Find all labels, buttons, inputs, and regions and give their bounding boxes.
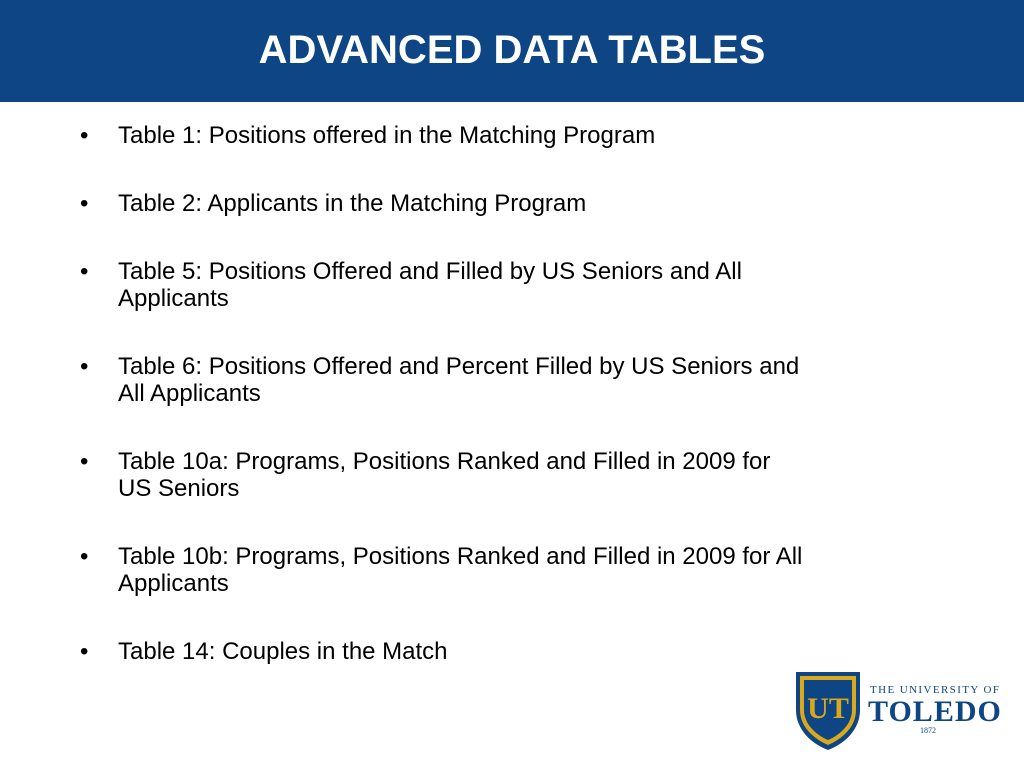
bullet-item — [80, 353, 960, 407]
logo-year: 1872 — [920, 726, 936, 735]
bullet-text-continued: Applicants — [118, 570, 229, 597]
bullet-text: Table 14: Couples in the Match — [118, 638, 448, 665]
bullet-dot: • — [80, 190, 89, 217]
university-logo — [792, 666, 1008, 752]
bullet-text-continued: Applicants — [118, 285, 229, 312]
bullet-dot: • — [80, 543, 89, 570]
bullet-dot: • — [80, 122, 89, 149]
bullet-text-continued: US Seniors — [118, 475, 240, 502]
bullet-item — [80, 258, 960, 312]
bullet-item — [80, 448, 960, 502]
bullet-text: Table 2: Applicants in the Matching Program — [118, 190, 587, 217]
slide-title: ADVANCED DATA TABLES — [258, 28, 766, 72]
bullet-dot: • — [80, 258, 89, 285]
bullet-dot: • — [80, 353, 89, 380]
bullet-text: Table 5: Positions Offered and Filled by US Seniors and All — [118, 258, 742, 285]
bullet-item — [80, 543, 960, 597]
bullet-text: Table 10b: Programs, Positions Ranked and Filled in 2009 for All — [118, 543, 803, 570]
shield-text: UT — [807, 692, 849, 725]
bullet-item — [80, 638, 960, 665]
bullet-text-continued: All Applicants — [118, 380, 261, 407]
bullet-dot: • — [80, 638, 89, 665]
bullet-text: Table 6: Positions Offered and Percent Filled by US Seniors and — [118, 353, 800, 380]
bullet-text: Table 1: Positions offered in the Matching Program — [118, 122, 656, 149]
shield-icon — [792, 666, 864, 752]
bullet-item — [80, 190, 960, 217]
logo-line1: THE UNIVERSITY OF — [870, 684, 1001, 696]
logo-line2: TOLEDO — [868, 695, 1002, 728]
bullet-dot: • — [80, 448, 89, 475]
bullet-text: Table 10a: Programs, Positions Ranked and Filled in 2009 for — [118, 448, 771, 475]
bullet-item — [80, 122, 960, 149]
bullet-list — [80, 122, 960, 706]
title-bar — [0, 0, 1024, 102]
